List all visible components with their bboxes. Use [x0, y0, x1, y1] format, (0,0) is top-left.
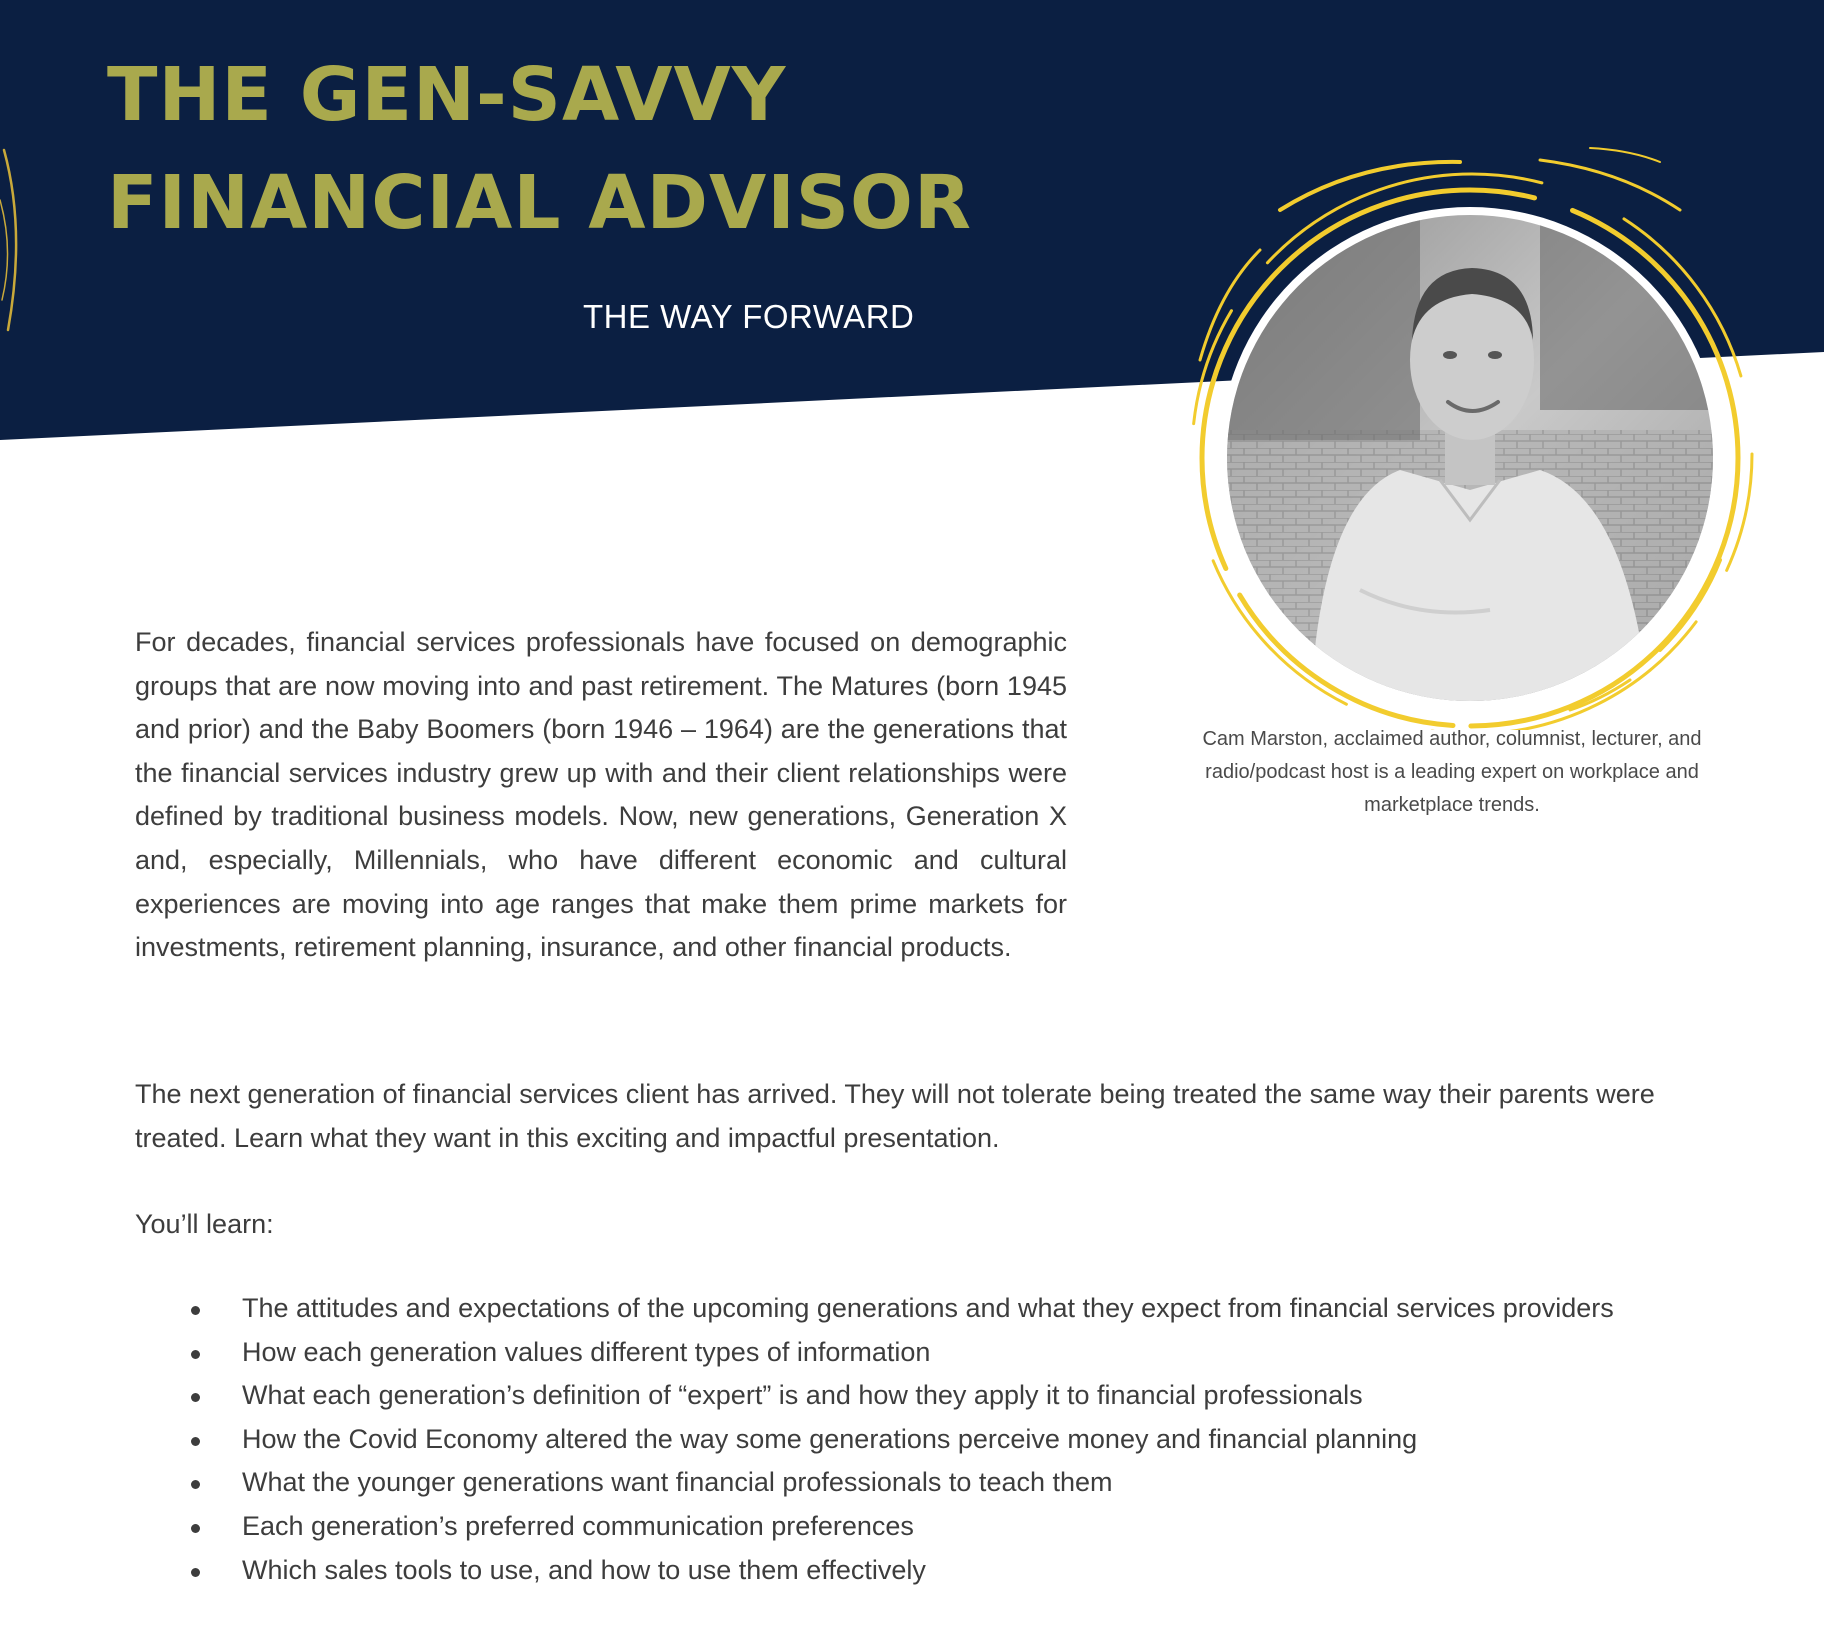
learning-points-list [0, 1287, 1614, 1592]
list-item [0, 1331, 1614, 1375]
bullet-icon [191, 1393, 200, 1402]
next-generation-paragraph: The next generation of financial services client has arrived. They will not tolerate being treated the same way their parents were treated. Learn what they want in this exciting and impactful presentation. [135, 1079, 1655, 1153]
title-line-2: FINANCIAL ADVISOR [105, 150, 978, 258]
bullet-icon [191, 1568, 200, 1577]
learn-heading: You’ll learn: [135, 1209, 274, 1239]
list-item-text: What each generation’s definition of “expert” is and how they apply it to financial professionals [242, 1380, 1363, 1411]
title-line-1: THE GEN-SAVVY [105, 42, 792, 150]
list-item [0, 1549, 1614, 1593]
page-subtitle: THE WAY FORWARD [583, 298, 915, 335]
bullet-icon [191, 1306, 200, 1315]
list-item-text: How each generation values different types of information [242, 1336, 931, 1367]
list-item [0, 1505, 1614, 1549]
portrait-caption: Cam Marston, acclaimed author, columnist, lecturer, and radio/podcast host is a leading expert on workplace and marketplace trends. [1202, 728, 1702, 816]
list-item-text: The attitudes and expectations of the upcoming generations and what they expect from financial services providers [242, 1293, 1614, 1323]
bullet-icon [191, 1480, 200, 1489]
intro-paragraph: For decades, financial services professionals have focused on demographic groups that are now moving into and past retirement. The Matures (born 1945 and prior) and the Baby Boomers (born 1946 – 1964) are the generations that the financial services industry grew up with and their client relationships were defined by traditional business models. Now, new generations, Generation X and, especially, Millennials, who have different economic and cultural experiences are moving into age ranges that make them prime markets for investments, retirement planning, insurance, and other financial products. [135, 627, 1067, 963]
list-item [0, 1418, 1614, 1462]
list-item [0, 1374, 1614, 1418]
list-item-text: What the younger generations want financial professionals to teach them [242, 1467, 1113, 1498]
list-item-text: Each generation’s preferred communication preferences [242, 1510, 914, 1541]
bullet-icon [191, 1524, 200, 1533]
list-item-text: How the Covid Economy altered the way some generations perceive money and financial planning [242, 1423, 1418, 1454]
bullet-icon [191, 1350, 200, 1359]
page-title [105, 42, 978, 258]
list-item-text: Which sales tools to use, and how to use them effectively [242, 1554, 926, 1585]
list-item [0, 1461, 1614, 1505]
bullet-icon [191, 1437, 200, 1446]
list-item [0, 1287, 1614, 1331]
speaker-portrait [1160, 140, 1780, 730]
